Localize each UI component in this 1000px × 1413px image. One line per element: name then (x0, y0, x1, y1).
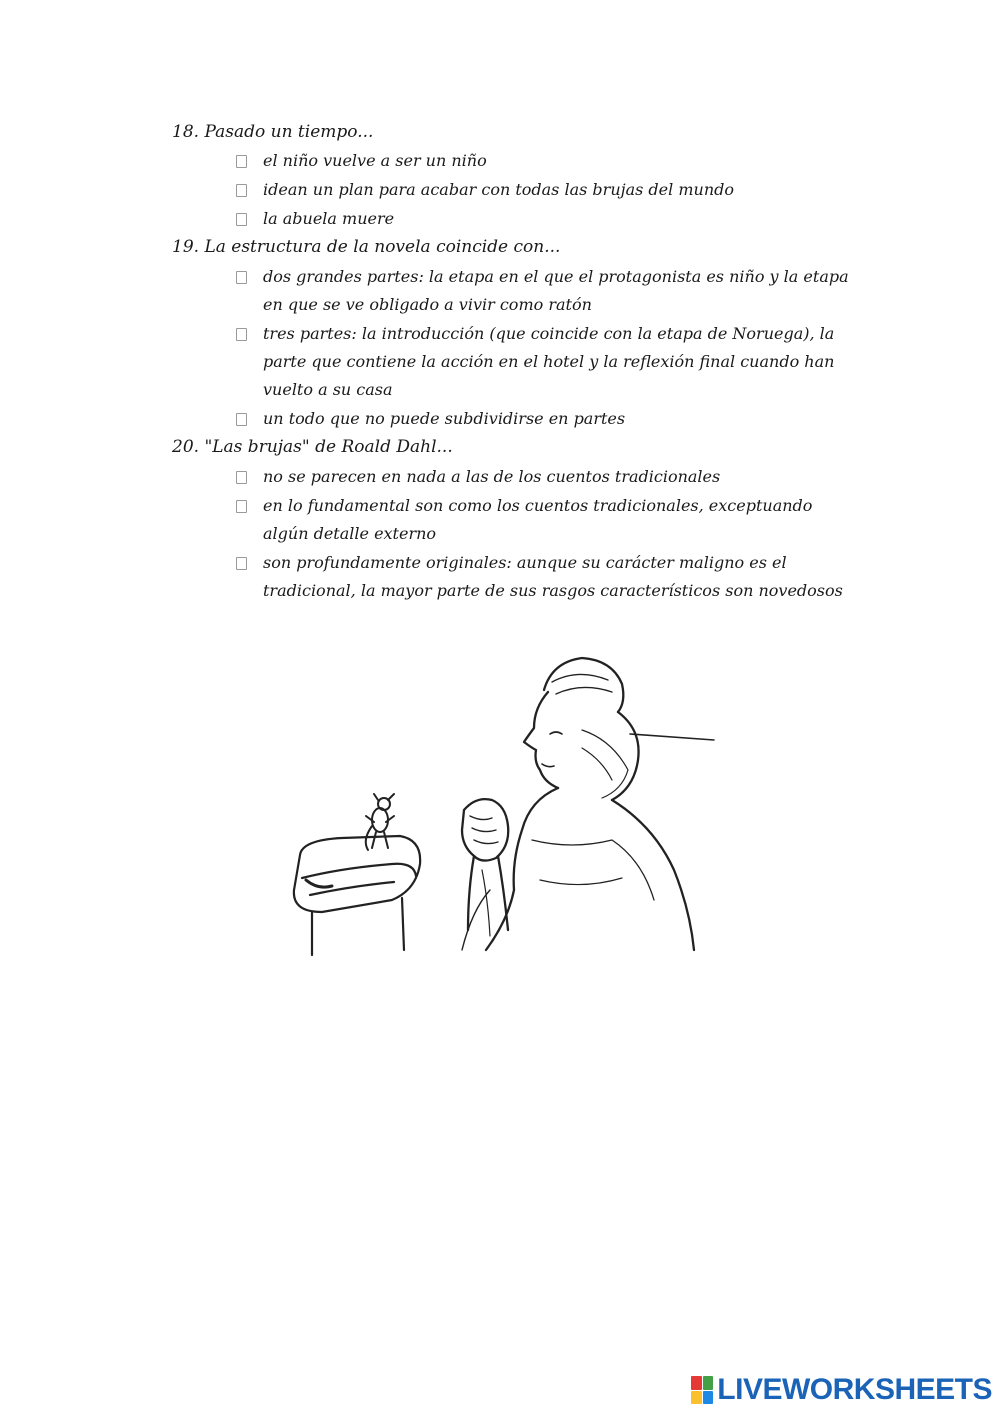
option-text: la abuela muere (263, 209, 395, 228)
option-text: idean un plan para acabar con todas las brujas del mundo (263, 180, 734, 199)
option-18-a[interactable] (236, 147, 856, 175)
checkbox[interactable] (236, 271, 247, 284)
option-text: tres partes: la introducción (que coincide con la etapa de Noruega), la parte que contiene la acción en el hotel y la reflexión final cuando han vuelto a su casa (263, 324, 835, 399)
option-text: el niño vuelve a ser un niño (263, 151, 487, 170)
option-20-b[interactable] (236, 492, 856, 548)
option-20-c[interactable] (236, 549, 856, 605)
question-20-title: 20. "Las brujas" de Roald Dahl... (172, 437, 453, 457)
brand-name: LIVEWORKSHEETS (717, 1373, 992, 1406)
checkbox[interactable] (236, 184, 247, 197)
option-19-c[interactable] (236, 405, 856, 433)
logo-square (703, 1391, 714, 1405)
logo-square (691, 1376, 702, 1390)
checkbox[interactable] (236, 413, 247, 426)
liveworksheets-brand (691, 1373, 992, 1407)
checkbox[interactable] (236, 500, 247, 513)
checkbox[interactable] (236, 213, 247, 226)
checkbox[interactable] (236, 328, 247, 341)
option-20-a[interactable] (236, 463, 856, 491)
checkbox[interactable] (236, 557, 247, 570)
question-18-title: 18. Pasado un tiempo... (172, 122, 374, 142)
option-text: dos grandes partes: la etapa en el que el protagonista es niño y la etapa en que se ve obligado a vivir como ratón (263, 267, 849, 314)
logo-square (703, 1376, 714, 1390)
grandmother-sketch (462, 658, 714, 950)
option-text: no se parecen en nada a las de los cuentos tradicionales (263, 467, 721, 486)
checkbox[interactable] (236, 155, 247, 168)
option-text: en lo fundamental son como los cuentos tradicionales, exceptuando algún detalle externo (263, 496, 813, 543)
grandmother-and-mouse-illustration (282, 650, 722, 965)
checkbox[interactable] (236, 471, 247, 484)
question-19-title: 19. La estructura de la novela coincide con... (172, 237, 561, 257)
liveworksheets-logo-icon (691, 1376, 713, 1404)
table-sketch (294, 836, 420, 955)
option-18-b[interactable] (236, 176, 856, 204)
option-18-c[interactable] (236, 205, 856, 233)
option-text: son profundamente originales: aunque su carácter maligno es el tradicional, la mayor parte de sus rasgos característicos son novedosos (263, 553, 843, 600)
mouse-sketch (366, 794, 394, 850)
option-19-b[interactable] (236, 320, 856, 404)
logo-square (691, 1391, 702, 1405)
option-text: un todo que no puede subdividirse en partes (263, 409, 626, 428)
option-19-a[interactable] (236, 263, 856, 319)
